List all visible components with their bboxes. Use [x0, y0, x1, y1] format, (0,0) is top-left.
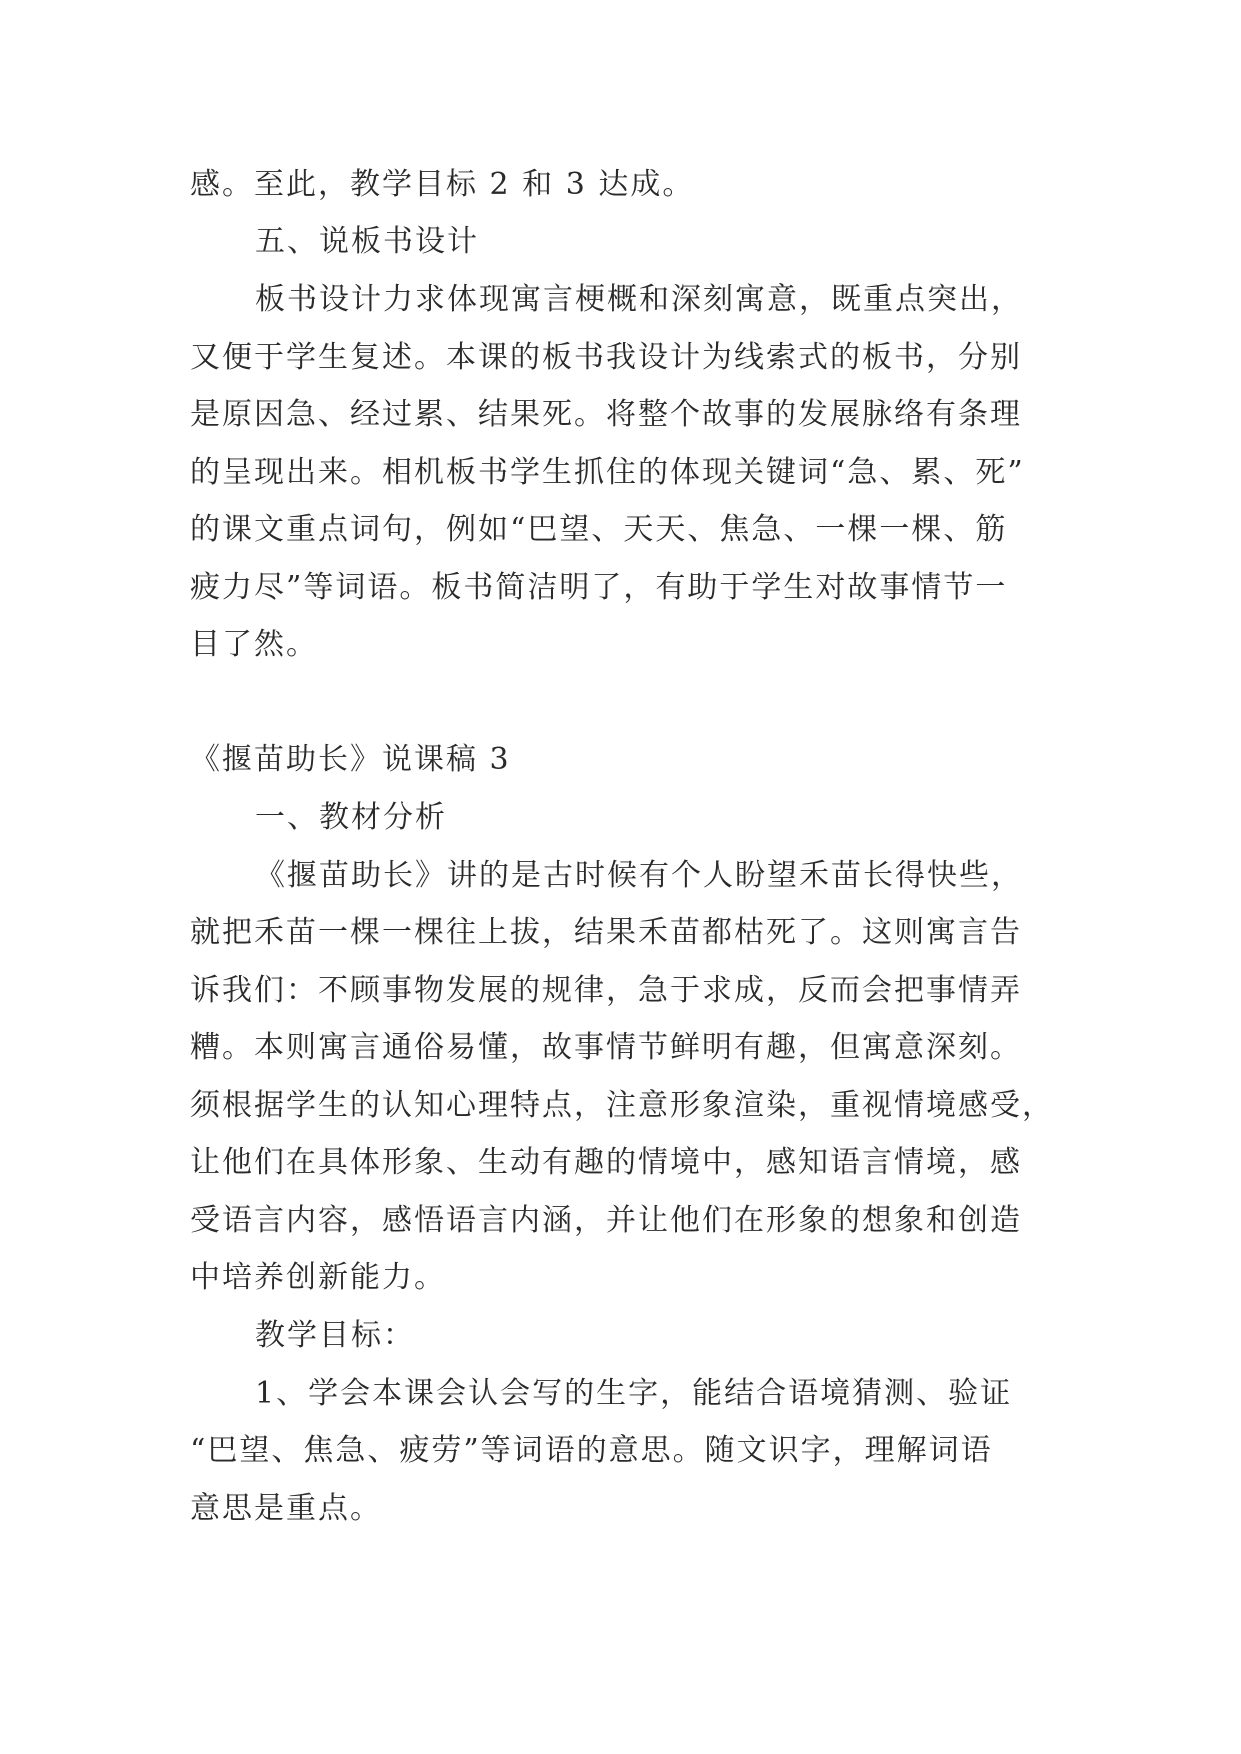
paragraph-line: 中培养创新能力。	[190, 1260, 446, 1295]
goal-item-line: 1、学会本课会认会写的生字，能结合语境猜测、验证	[255, 1376, 1013, 1411]
goal-item-line: “巴望、焦急、疲劳”等词语的意思。随文识字，理解词语	[190, 1433, 993, 1468]
section-heading: 五、说板书设计	[255, 224, 479, 259]
paragraph-line: 感。至此，教学目标 2 和 3 达成。	[190, 167, 695, 202]
paragraph-line: 诉我们：不顾事物发展的规律，急于求成，反而会把事情弄	[190, 973, 1022, 1008]
paragraph-line: 就把禾苗一棵一棵往上拔，结果禾苗都枯死了。这则寓言告	[190, 915, 1022, 950]
goal-item-line: 意思是重点。	[190, 1491, 382, 1526]
paragraph-line: 糟。本则寓言通俗易懂，故事情节鲜明有趣，但寓意深刻。	[190, 1030, 1022, 1065]
paragraph-line: 的课文重点词句，例如“巴望、天天、焦急、一棵一棵、筋	[190, 512, 1008, 547]
goals-label: 教学目标：	[255, 1318, 415, 1353]
paragraph-line: 的呈现出来。相机板书学生抓住的体现关键词“急、累、死”	[190, 455, 1025, 490]
paragraph-line: 须根据学生的认知心理特点，注意形象渲染，重视情境感受，	[190, 1088, 1054, 1123]
paragraph-line: 是原因急、经过累、结果死。将整个故事的发展脉络有条理	[190, 397, 1022, 432]
document-title: 《揠苗助长》说课稿 3	[190, 742, 511, 777]
paragraph-line: 目了然。	[190, 627, 318, 662]
paragraph-line: 《揠苗助长》讲的是古时候有个人盼望禾苗长得快些，	[255, 858, 1023, 893]
paragraph-line: 疲力尽”等词语。板书简洁明了，有助于学生对故事情节一	[190, 570, 1008, 605]
paragraph-line: 板书设计力求体现寓言梗概和深刻寓意，既重点突出，	[255, 282, 1023, 317]
paragraph-line: 让他们在具体形象、生动有趣的情境中，感知语言情境，感	[190, 1145, 1022, 1180]
section-heading: 一、教材分析	[255, 800, 447, 835]
paragraph-line: 受语言内容，感悟语言内涵，并让他们在形象的想象和创造	[190, 1203, 1022, 1238]
paragraph-line: 又便于学生复述。本课的板书我设计为线索式的板书，分别	[190, 340, 1022, 375]
